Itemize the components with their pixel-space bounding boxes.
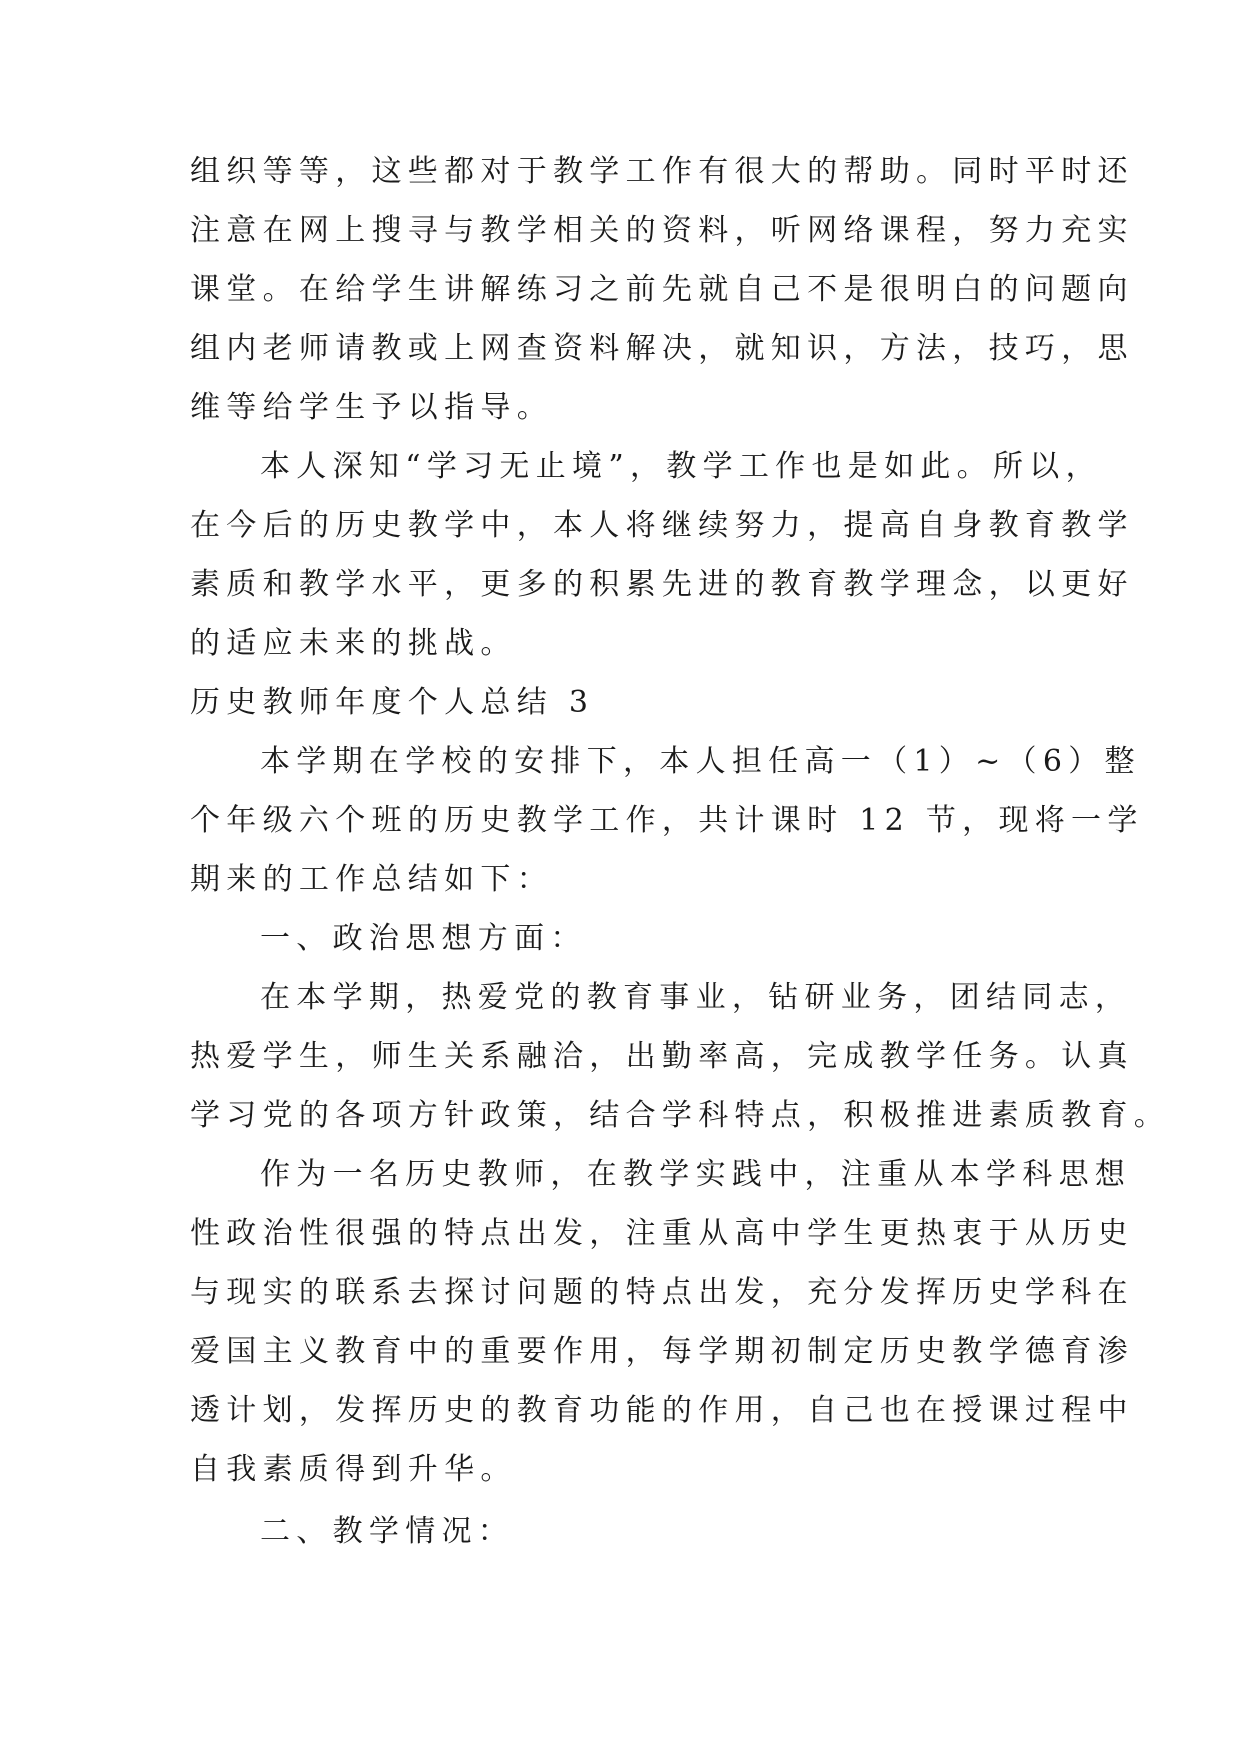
text-line: 的适应未来的挑战。 xyxy=(190,626,517,661)
text-line: 在本学期，热爱党的教育事业，钻研业务，团结同志， xyxy=(260,980,1132,1015)
subsection-heading: 二、教学情况： xyxy=(260,1514,515,1549)
text-line: 本人深知“学习无止境”，教学工作也是如此。所以， xyxy=(260,449,1102,484)
text-line: 素质和教学水平，更多的积累先进的教育教学理念，以更好 xyxy=(190,567,1134,602)
section-heading: 历史教师年度个人总结 3 xyxy=(190,685,595,720)
text-line: 作为一名历史教师，在教学实践中，注重从本学科思想 xyxy=(260,1157,1132,1192)
text-line: 在今后的历史教学中，本人将继续努力，提高自身教育教学 xyxy=(190,508,1134,543)
text-line: 课堂。在给学生讲解练习之前先就自己不是很明白的问题向 xyxy=(190,272,1134,307)
text-line: 组内老师请教或上网查资料解决，就知识，方法，技巧，思 xyxy=(190,331,1134,366)
text-line: 与现实的联系去探讨问题的特点出发，充分发挥历史学科在 xyxy=(190,1275,1134,1310)
text-line: 注意在网上搜寻与教学相关的资料，听网络课程，努力充实 xyxy=(190,213,1134,248)
subsection-heading: 一、政治思想方面： xyxy=(260,921,587,956)
text-line: 本学期在学校的安排下，本人担任高一（1）~（6）整 xyxy=(260,744,1141,779)
document-body xyxy=(190,142,1171,1561)
text-line: 自我素质得到升华。 xyxy=(190,1452,517,1487)
text-line: 组织等等，这些都对于教学工作有很大的帮助。同时平时还 xyxy=(190,154,1134,189)
text-line: 维等给学生予以指导。 xyxy=(190,390,553,425)
text-line: 期来的工作总结如下： xyxy=(190,862,553,897)
text-line: 热爱学生，师生关系融洽，出勤率高，完成教学任务。认真 xyxy=(190,1039,1134,1074)
text-line: 学习党的各项方针政策，结合学科特点，积极推进素质教育。 xyxy=(190,1098,1171,1133)
text-line: 性政治性很强的特点出发，注重从高中学生更热衷于从历史 xyxy=(190,1216,1134,1251)
text-line: 爱国主义教育中的重要作用，每学期初制定历史教学德育渗 xyxy=(190,1334,1134,1369)
text-line: 个年级六个班的历史教学工作，共计课时 12 节，现将一学 xyxy=(190,803,1144,838)
text-line: 透计划，发挥历史的教育功能的作用，自己也在授课过程中 xyxy=(190,1393,1134,1428)
